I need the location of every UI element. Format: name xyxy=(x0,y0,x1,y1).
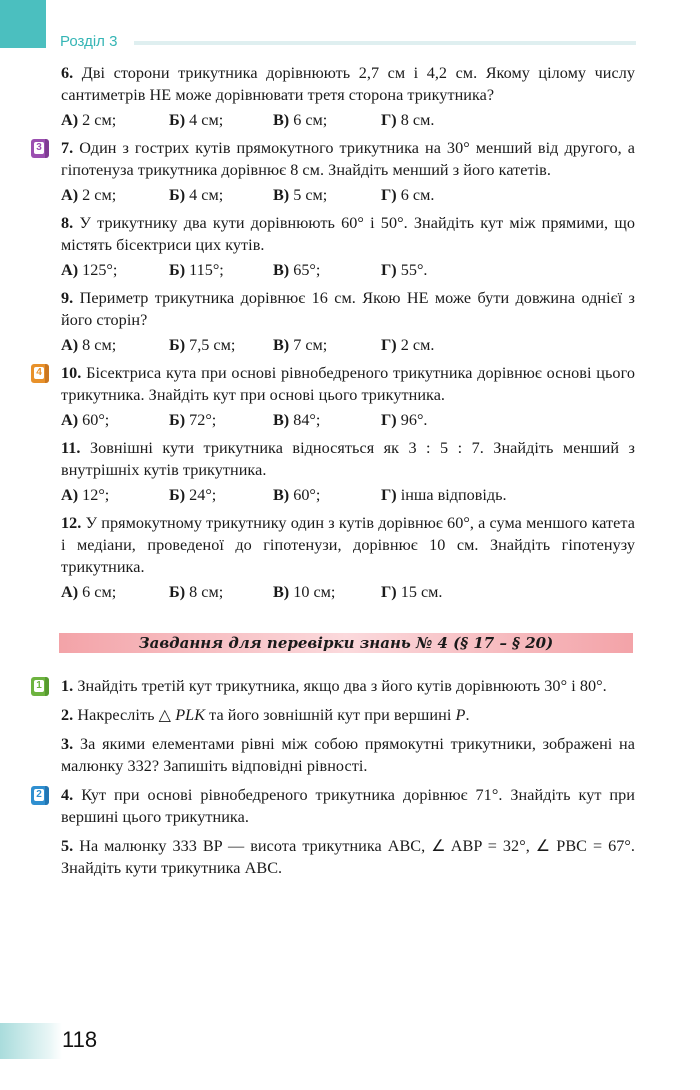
answer-options xyxy=(61,484,635,506)
answer-options xyxy=(61,581,635,603)
option-d: Г) 15 см. xyxy=(381,583,443,601)
option-a: А) 2 см; xyxy=(61,111,117,129)
answer-options xyxy=(61,334,635,356)
option-d: Г) 55°. xyxy=(381,261,428,279)
corner-tab xyxy=(0,0,46,48)
vertex-name: P xyxy=(455,706,466,724)
level-2-cube-icon: 2 xyxy=(31,786,49,805)
option-a: А) 12°; xyxy=(61,486,110,504)
option-a: А) 125°; xyxy=(61,261,118,279)
task-9 xyxy=(61,287,635,331)
option-a: А) 8 см; xyxy=(61,336,117,354)
option-b: Б) 24°; xyxy=(169,486,217,504)
task-7 xyxy=(36,137,635,181)
option-b: Б) 8 см; xyxy=(169,583,224,601)
option-d: Г) 8 см. xyxy=(381,111,435,129)
header-rule xyxy=(134,41,636,45)
check-task-5 xyxy=(61,835,635,879)
task-6 xyxy=(61,62,635,106)
footer-band xyxy=(0,1023,62,1059)
answer-options xyxy=(61,409,635,431)
task-text: У прямокутному трикутнику один з кутів дорівнює 60°, а сума меншого катета і медіани, проведеної до гіпотенузи, дорівнює 10 см. Знайдіть гіпотенузу трикутника. xyxy=(61,514,635,576)
task-number: 3. xyxy=(61,735,74,753)
option-a: А) 6 см; xyxy=(61,583,117,601)
task-text: У трикутнику два кути дорівнюють 60° і 50°. Знайдіть кут між прямими, що містять бісектриси цих кутів. xyxy=(61,214,635,254)
option-d: Г) 96°. xyxy=(381,411,428,429)
task-10 xyxy=(36,362,635,406)
section-title: Розділ 3 xyxy=(60,33,118,50)
task-number: 10. xyxy=(61,364,82,382)
option-b: Б) 115°; xyxy=(169,261,224,279)
page-number: 118 xyxy=(62,1027,98,1052)
task-number: 2. xyxy=(61,706,74,724)
task-text: На малюнку 333 BP — висота трикутника ABC, ∠ ABP = 32°, ∠ PBC = 67°. Знайдіть кути трикутника ABC. xyxy=(61,837,635,877)
check-task-3 xyxy=(61,733,635,777)
option-a: А) 60°; xyxy=(61,411,110,429)
task-text: Знайдіть третій кут трикутника, якщо два з його кутів дорівнюють 30° і 80°. xyxy=(77,677,607,695)
option-b: Б) 7,5 см; xyxy=(169,336,236,354)
check-task-1 xyxy=(36,675,635,697)
task-text: Периметр трикутника дорівнює 16 см. Якою НЕ може бути довжина однієї з його сторін? xyxy=(61,289,635,329)
task-number: 4. xyxy=(61,786,74,804)
level-3-cube-icon: 3 xyxy=(31,139,49,158)
option-d: Г) інша відповідь. xyxy=(381,486,507,504)
task-text: Кут при основі рівнобедреного трикутника дорівнює 71°. Знайдіть кут при вершині цього трикутника. xyxy=(61,786,635,826)
option-c: В) 60°; xyxy=(273,486,321,504)
option-d: Г) 6 см. xyxy=(381,186,435,204)
task-text: Зовнішні кути трикутника відносяться як 3 : 5 : 7. Знайдіть менший з внутрішніх кутів трикутника. xyxy=(61,439,635,479)
task-number: 12. xyxy=(61,514,82,532)
task-text: Бісектриса кута при основі рівнобедреного трикутника дорівнює основі цього трикутника. Знайдіть кут при основі цього трикутника. xyxy=(61,364,635,404)
option-b: Б) 4 см; xyxy=(169,111,224,129)
task-number: 7. xyxy=(61,139,74,157)
option-b: Б) 4 см; xyxy=(169,186,224,204)
level-1-cube-icon: 1 xyxy=(31,677,49,696)
answer-options xyxy=(61,184,635,206)
option-c: В) 65°; xyxy=(273,261,321,279)
knowledge-check-banner: Завдання для перевірки знань № 4 (§ 17 – § 20) xyxy=(59,633,633,653)
task-12 xyxy=(61,512,635,578)
task-number: 9. xyxy=(61,289,74,307)
task-11 xyxy=(61,437,635,481)
option-c: В) 84°; xyxy=(273,411,321,429)
option-b: Б) 72°; xyxy=(169,411,217,429)
task-number: 1. xyxy=(61,677,74,695)
check-task-4 xyxy=(36,784,635,828)
task-number: 6. xyxy=(61,64,74,82)
answer-options xyxy=(61,259,635,281)
task-8 xyxy=(61,212,635,256)
page-content xyxy=(36,62,635,882)
check-task-2: 2. Накресліть △ PLK та його зовнішній кут при вершині P. xyxy=(61,706,470,724)
level-4-cube-icon: 4 xyxy=(31,364,49,383)
task-text: За якими елементами рівні між собою прямокутні трикутники, зображені на малюнку 332? Запишіть відповідні рівності. xyxy=(61,735,635,775)
option-c: В) 7 см; xyxy=(273,336,328,354)
task-number: 5. xyxy=(61,837,74,855)
option-c: В) 5 см; xyxy=(273,186,328,204)
option-d: Г) 2 см. xyxy=(381,336,435,354)
option-a: А) 2 см; xyxy=(61,186,117,204)
triangle-name: PLK xyxy=(175,706,206,724)
option-c: В) 10 см; xyxy=(273,583,336,601)
answer-options xyxy=(61,109,635,131)
task-text: Дві сторони трикутника дорівнюють 2,7 см і 4,2 см. Якому цілому числу сантиметрів НЕ може дорівнювати третя сторона трикутника? xyxy=(61,64,635,104)
task-number: 8. xyxy=(61,214,74,232)
task-text: Один з гострих кутів прямокутного трикутника на 30° менший від другого, а гіпотенуза трикутника дорівнює 8 см. Знайдіть менший з його катетів. xyxy=(61,139,635,179)
option-c: В) 6 см; xyxy=(273,111,328,129)
task-number: 11. xyxy=(61,439,81,457)
